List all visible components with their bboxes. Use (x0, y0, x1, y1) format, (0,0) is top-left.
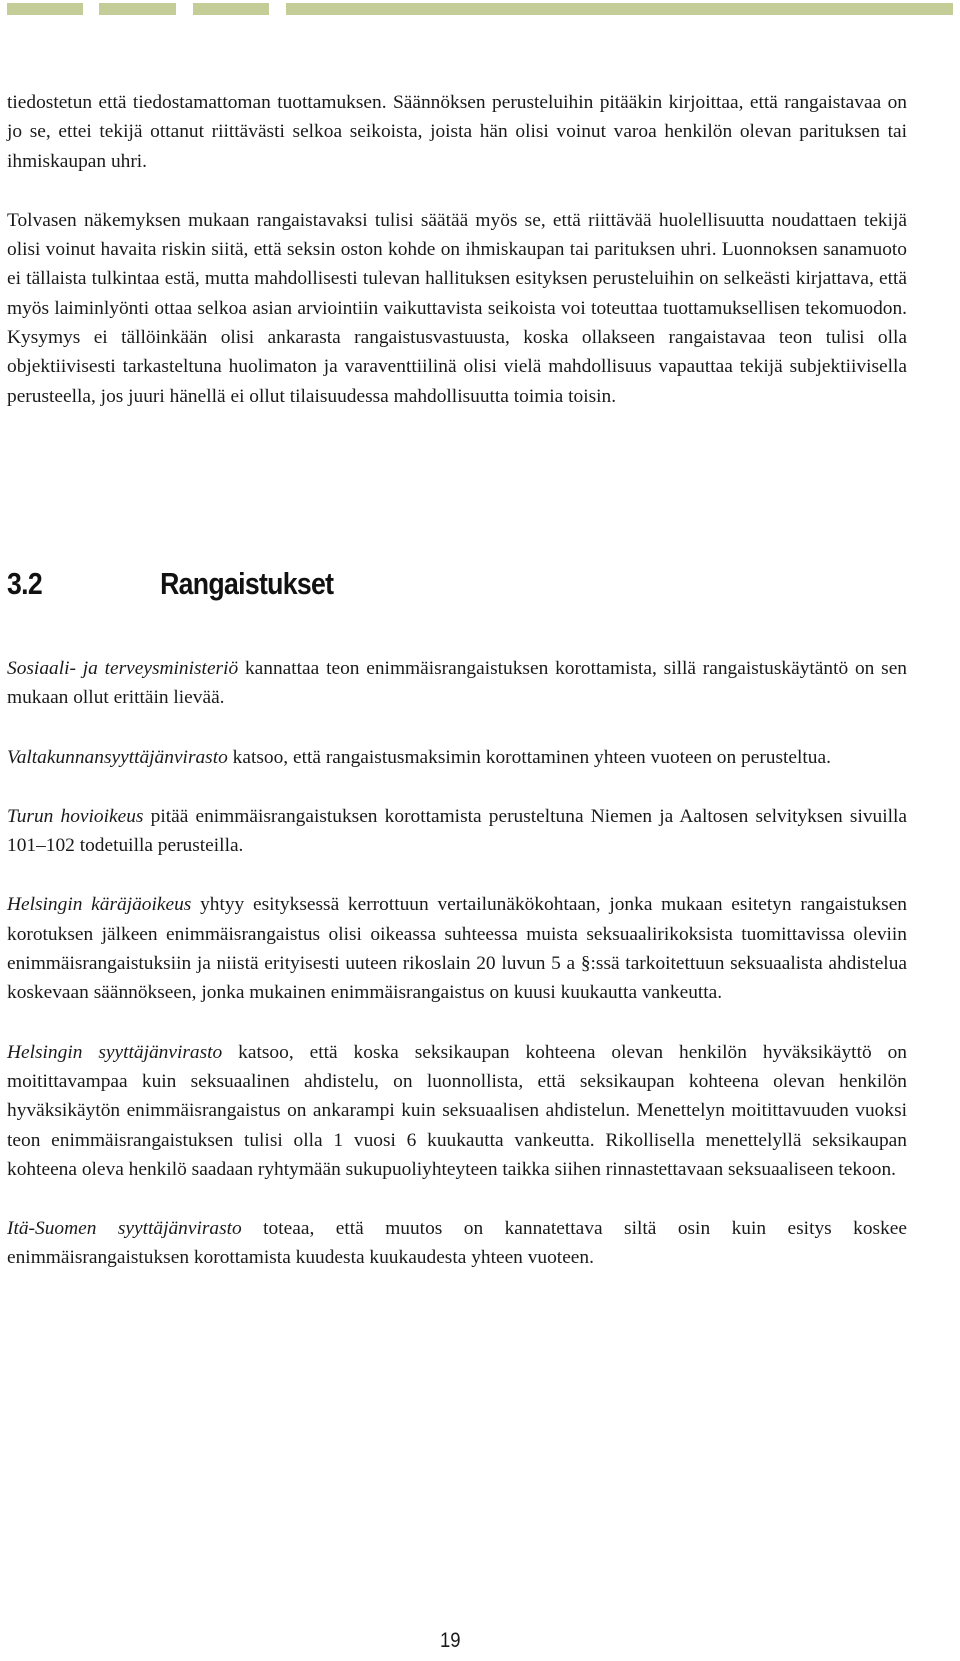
statement-paragraph (7, 654, 907, 713)
body-paragraph: tiedostetun että tiedostamattoman tuottamuksen. Säännöksen perusteluihin pitääkin kirjoittaa, että rangaistavaa on jo se, ettei tekijä ottanut riittävästi selkoa seikoista, joista hän olisi voinut varoa henkilön olevan parituksen tai ihmiskaupan uhri. (7, 92, 907, 172)
statement-paragraph (7, 802, 907, 861)
header-bar (7, 3, 83, 15)
statements-section (7, 654, 907, 1303)
statement-organization: Helsingin käräjäoikeus (7, 894, 192, 916)
section-title: Rangaistukset (160, 566, 334, 601)
statement-text: kannattaa teon enimmäisrangaistuksen korottamista, sillä rangaistuskäytäntö on sen mukaan ollut erittäin lievää. (7, 658, 907, 709)
statement-text: yhtyy esityksessä kerrottuun vertailunäkökohtaan, jonka mukaan esitetyn rangaistuksen korotuksen jälkeen enimmäisrangaistus olisi oikeassa suhteessa muista seksuaalirikoksista tuomittavissa oleviin enimmäisrangaistuksiin ja niistä erityisesti uuteen rikoslain 20 luvun 5 a §:ssä tarkoitettuun seksuaalista ahdistelua koskevaan säännökseen, jonka mukainen enimmäisrangaistus on kuusi kuukautta vankeutta. (7, 894, 907, 1004)
document-body (7, 88, 907, 1269)
statement-text: toteaa, että muutos on kannatettava siltä osin kuin esitys koskee enimmäisrangaistuksen korottamista kuudesta kuukaudesta yhteen vuoteen. (7, 1218, 907, 1269)
body-paragraph: Tolvasen näkemyksen mukaan rangaistavaksi tulisi säätää myös se, että riittävää huolellisuutta noudattaen tekijä olisi voinut havaita riskin siitä, että seksin oston kohde on ihmiskaupan tai parituksen uhri. Luonnoksen sanamuoto ei tällaista tulkintaa estä, mutta mahdollisesti tulevan hallituksen esityksen perusteluihin on selkeästi kirjattava, että myös laiminlyönti ottaa selkoa asian arviointiin vaikuttavista seikoista voi toteuttaa tuottamuksellisen tekomuodon. Kysymys ei tällöinkään olisi ankarasta rangaistusvastuusta, koska ollakseen rangaistavaa teon tulisi olla objektiivisesti tarkasteltuna huolimaton ja varaventtiilinä olisi vielä mahdollisuus vapauttaa tekijä subjektiivisella perusteella, jos juuri hänellä ei ollut tilaisuudessa mahdollisuutta toimia toisin. (7, 209, 907, 407)
statement-paragraph (7, 1214, 907, 1273)
section-heading (7, 564, 333, 604)
header-bar (99, 3, 176, 15)
statement-paragraph (7, 743, 907, 772)
statement-text: pitää enimmäisrangaistuksen korottamista perusteltuna Niemen ja Aaltosen selvityksen sivuilla 101–102 todetuilla perusteilla. (7, 805, 907, 857)
statement-paragraph (7, 1038, 907, 1184)
statement-organization: Valtakunnansyyttäjänvirasto (7, 746, 228, 768)
statement-text: katsoo, että koska seksikaupan kohteena olevan henkilön hyväksikäyttö on moitittavampaa kuin seksuaalinen ahdistelu, on luonnollista, että seksikaupan kohteena olevan henkilön hyväksikäytön enimmäisrangaistus on ankarampi kuin seksuaalisen ahdistelun. Menettelyn moitittavuuden vuoksi teon enimmäisrangaistuksen tulisi olla 1 vuosi 6 kuukautta vankeutta. Rikollisella menettelyllä seksikaupan kohteena oleva henkilö saadaan ryhtymään sukupuoliyhteyteen taikka siihen rinnastettavaan seksuaaliseen tekoon. (7, 1041, 907, 1180)
header-bar (286, 3, 953, 15)
statement-organization: Sosiaali- ja terveysministeriö (7, 658, 239, 679)
statement-text: katsoo, että rangaistusmaksimin korottaminen yhteen vuoteen on perusteltua. (227, 746, 831, 768)
statement-organization: Itä-Suomen syyttäjänvirasto (7, 1218, 242, 1240)
header-bar (193, 3, 269, 15)
statement-organization: Turun hovioikeus (7, 805, 144, 827)
header-decoration-bars (7, 3, 953, 15)
section-number: 3.2 (7, 566, 43, 601)
statement-paragraph (7, 890, 907, 1007)
statement-organization: Helsingin syyttäjänvirasto (7, 1041, 223, 1063)
page-number: 19 (440, 1629, 461, 1652)
